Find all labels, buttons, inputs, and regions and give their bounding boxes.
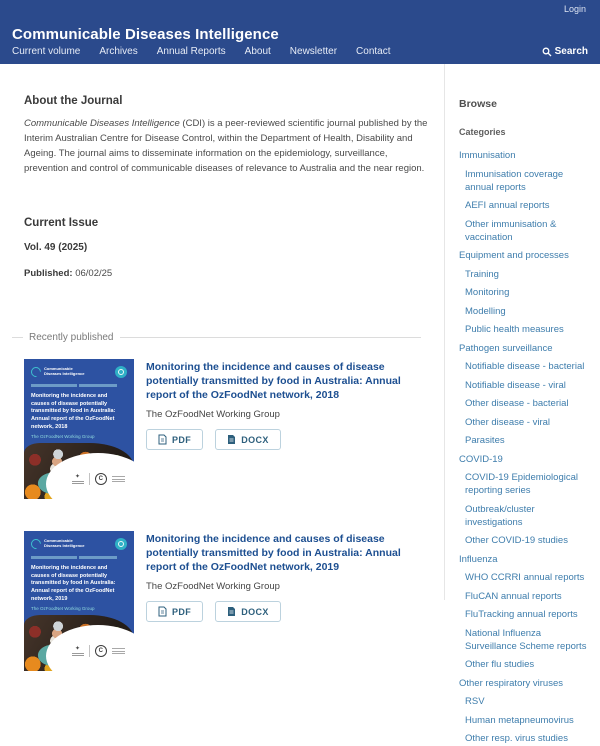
docx-icon xyxy=(227,434,236,445)
article-row xyxy=(24,359,430,499)
sidebar-category-link[interactable]: Immunisation coverage annual reports xyxy=(465,168,564,193)
docx-button[interactable] xyxy=(215,429,281,450)
sidebar-category-link[interactable]: National Influenza Surveillance Scheme reports xyxy=(465,627,587,652)
nav-about[interactable]: About xyxy=(244,46,271,57)
site-title[interactable]: Communicable Diseases Intelligence xyxy=(12,26,279,43)
about-journal-text xyxy=(24,116,430,176)
pdf-button-label: PDF xyxy=(172,606,192,617)
galley-buttons xyxy=(146,601,430,622)
logo-text-lines xyxy=(112,476,125,482)
cover-brand xyxy=(31,366,86,377)
sidebar-category-link[interactable]: Public health measures xyxy=(465,324,564,335)
docx-icon xyxy=(227,606,236,617)
about-body: (CDI) is a peer-reviewed scientific journal published by the Interim Australian Centre for Disease Control, within the Department of Health, Disability and Ageing. The journal aims to disseminate information on the epidemiology, surveillance, prevention and control of communicable diseases of relevance to Australia and the near region. xyxy=(24,118,428,174)
sidebar-category-link[interactable]: Human metapneumovirus xyxy=(465,714,574,726)
galley-buttons xyxy=(146,429,430,450)
nav-archives[interactable]: Archives xyxy=(99,46,138,57)
article-summary xyxy=(146,531,430,671)
cover-header xyxy=(24,531,134,550)
cdi-footer-logo-icon: C xyxy=(95,473,107,485)
nav-annual-reports[interactable]: Annual Reports xyxy=(156,46,226,57)
globe-icon xyxy=(115,538,127,550)
main-content xyxy=(0,64,444,671)
cdi-logo-swirl-icon xyxy=(29,365,43,379)
cover-photo xyxy=(24,443,134,499)
docx-button-label: DOCX xyxy=(241,606,269,617)
recently-published-label: Recently published xyxy=(29,332,114,343)
cdi-logo-swirl-icon xyxy=(29,537,43,551)
pdf-button-label: PDF xyxy=(172,434,192,445)
pdf-button[interactable] xyxy=(146,601,203,622)
journal-name-italic: Communicable Diseases Intelligence xyxy=(24,118,180,129)
about-journal-heading: About the Journal xyxy=(24,95,123,107)
sidebar-category-link[interactable]: Other COVID-19 studies xyxy=(465,535,568,546)
cover-author-line: The OzFoodNet Working Group xyxy=(31,434,95,440)
recently-published-divider xyxy=(12,332,421,343)
sidebar-category-link[interactable]: FluTracking annual reports xyxy=(465,609,578,620)
pdf-icon xyxy=(158,434,167,445)
article-title-link[interactable]: Monitoring the incidence and causes of disease potentially transmitted by food in Australia: Annual report of the OzFoodNet network, 2018 xyxy=(146,361,401,401)
sidebar-category-link[interactable]: Parasites xyxy=(465,435,505,446)
sidebar-category-list xyxy=(459,148,591,746)
article-authors: The OzFoodNet Working Group xyxy=(146,581,280,592)
cdi-footer-logo-icon: C xyxy=(95,645,107,657)
search-icon xyxy=(542,47,552,57)
sidebar-category-link[interactable]: Outbreak/cluster investigations xyxy=(465,503,535,528)
article-authors: The OzFoodNet Working Group xyxy=(146,409,280,420)
cover-footer-logos xyxy=(46,625,134,671)
current-issue-volume[interactable]: Vol. 49 (2025) xyxy=(24,242,88,253)
nav-contact[interactable]: Contact xyxy=(356,46,391,57)
current-issue-published xyxy=(24,268,430,279)
sidebar-category-link[interactable]: WHO CCRRI annual reports xyxy=(465,572,585,583)
sidebar-category-link[interactable]: FluCAN annual reports xyxy=(465,590,562,602)
globe-icon xyxy=(115,366,127,378)
cover-journal-name: Communicable Diseases Intelligence xyxy=(44,366,85,377)
sidebar-category-link[interactable]: Immunisation xyxy=(459,150,516,161)
sidebar-category-link[interactable]: Other respiratory viruses xyxy=(459,677,564,689)
sidebar-category-link[interactable]: COVID-19 xyxy=(459,453,503,465)
article-cover-thumbnail[interactable] xyxy=(24,531,134,671)
sidebar-category-link[interactable]: Other resp. virus studies xyxy=(465,733,568,744)
categories-label: Categories xyxy=(459,127,506,137)
search-button[interactable] xyxy=(542,46,588,57)
sidebar-category-link[interactable]: Modelling xyxy=(465,305,506,317)
article-row xyxy=(24,531,430,671)
sidebar-category-link[interactable]: Other immunisation & vaccination xyxy=(465,218,557,243)
browse-heading: Browse xyxy=(459,98,497,110)
sidebar-category-link[interactable]: Pathogen surveillance xyxy=(459,342,553,354)
cover-header xyxy=(24,359,134,378)
sidebar-category-link[interactable]: RSV xyxy=(465,696,485,707)
cover-meta-line xyxy=(31,556,127,559)
nav-newsletter[interactable]: Newsletter xyxy=(289,46,338,57)
article-cover-thumbnail[interactable] xyxy=(24,359,134,499)
cover-meta-line xyxy=(31,384,127,387)
sidebar-category-link[interactable]: Equipment and processes xyxy=(459,250,569,261)
australian-government-crest-icon: ✦ xyxy=(72,646,84,656)
sidebar-category-link[interactable]: AEFI annual reports xyxy=(465,200,550,211)
pdf-button[interactable] xyxy=(146,429,203,450)
cover-brand xyxy=(31,538,86,549)
logo-divider xyxy=(89,645,90,657)
logo-divider xyxy=(89,473,90,485)
sidebar-category-link[interactable]: Other disease - bacterial xyxy=(465,398,569,409)
article-title-link[interactable]: Monitoring the incidence and causes of disease potentially transmitted by food in Australia: Annual report of the OzFoodNet network, 2019 xyxy=(146,533,401,573)
search-label: Search xyxy=(554,46,588,57)
logo-text-lines xyxy=(112,648,125,654)
main-nav xyxy=(12,46,391,57)
australian-government-crest-icon: ✦ xyxy=(72,474,84,484)
cover-photo xyxy=(24,615,134,671)
cover-author-line: The OzFoodNet Working Group xyxy=(31,606,95,612)
docx-button-label: DOCX xyxy=(241,434,269,445)
pdf-icon xyxy=(158,606,167,617)
sidebar-category-link[interactable]: Notifiable disease - bacterial xyxy=(465,361,585,372)
sidebar-category-link[interactable]: Influenza xyxy=(459,553,498,565)
cover-footer-logos xyxy=(46,453,134,499)
published-label: Published: xyxy=(24,268,73,279)
nav-current-volume[interactable]: Current volume xyxy=(12,46,81,57)
sidebar-category-link[interactable]: Notifiable disease - viral xyxy=(465,379,566,391)
sidebar-category-link[interactable]: COVID-19 Epidemiological reporting series xyxy=(465,472,578,496)
sidebar-category-link[interactable]: Training xyxy=(465,268,499,280)
cover-title: Monitoring the incidence and causes of disease potentially transmitted by food in Australia: Annual report of the OzFoodNet network, 2019 xyxy=(31,565,116,602)
site-header xyxy=(0,0,600,64)
sidebar-category-link[interactable]: Monitoring xyxy=(465,287,510,298)
login-link[interactable]: Login xyxy=(563,4,586,14)
article-summary xyxy=(146,359,430,499)
sidebar-category-link[interactable]: Other flu studies xyxy=(465,659,535,670)
current-issue-heading: Current Issue xyxy=(24,217,99,229)
cover-journal-name: Communicable Diseases Intelligence xyxy=(44,538,85,549)
cover-title: Monitoring the incidence and causes of disease potentially transmitted by food in Australia: Annual report of the OzFoodNet network, 2018 xyxy=(31,393,116,430)
browse-sidebar xyxy=(444,64,599,744)
docx-button[interactable] xyxy=(215,601,281,622)
published-date: 06/02/25 xyxy=(75,268,113,279)
sidebar-category-link[interactable]: Other disease - viral xyxy=(465,416,551,428)
